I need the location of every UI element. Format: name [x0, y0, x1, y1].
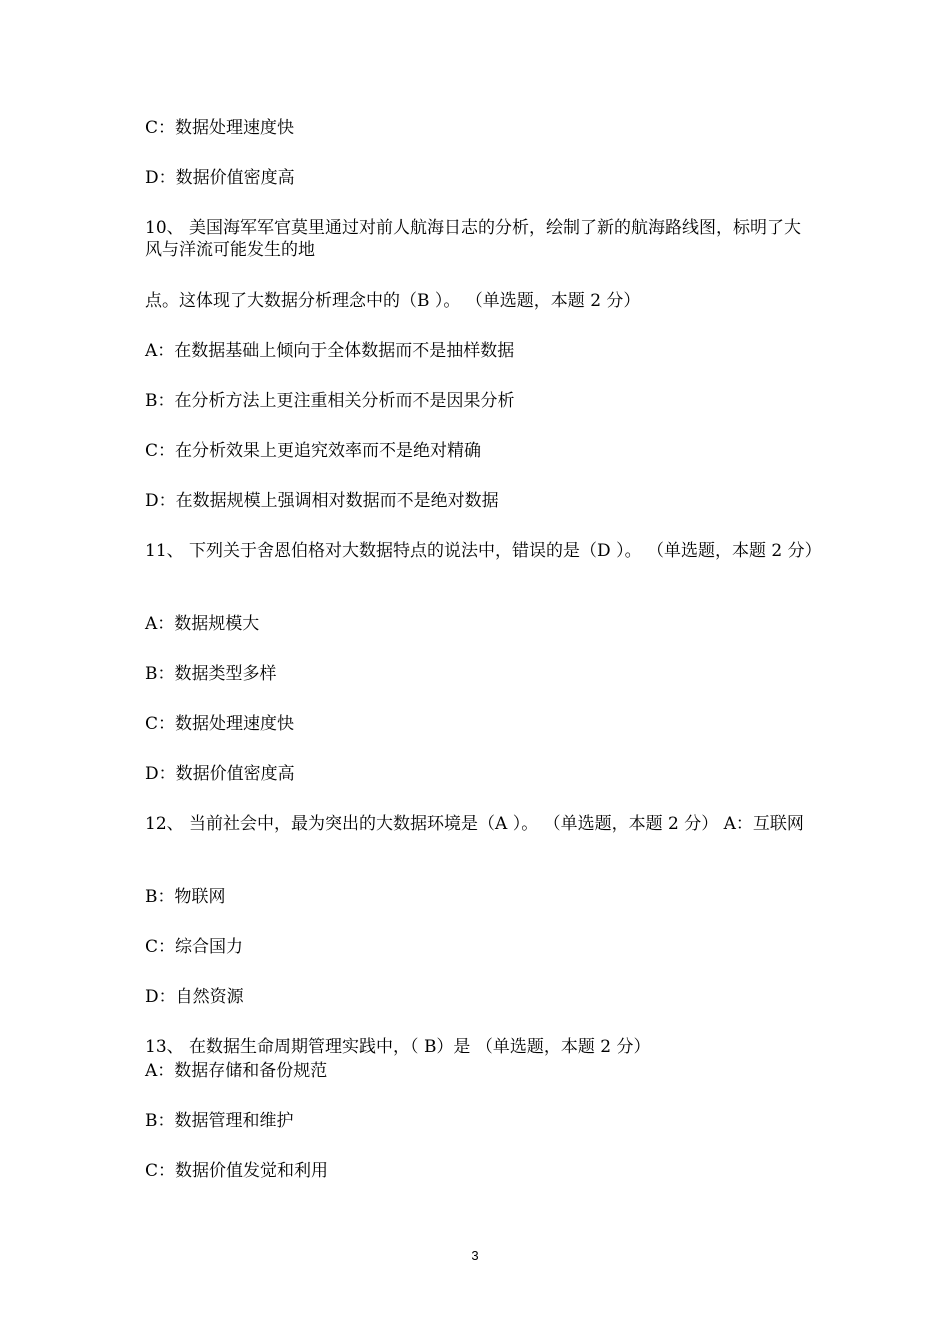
option-d-q9: D：数据价值密度高 [145, 168, 295, 188]
option-c-q10: C：在分析效果上更追究效率而不是绝对精确 [145, 441, 482, 461]
question-11-stem: 11、 下列关于舍恩伯格对大数据特点的说法中，错误的是（D ）。 （单选题，本题 2 分） [145, 541, 822, 561]
option-b-q13: B：数据管理和维护 [145, 1111, 294, 1131]
option-c-q13: C：数据价值发觉和利用 [145, 1161, 329, 1181]
question-12-stem: 12、 当前社会中，最为突出的大数据环境是（A ）。 （单选题，本题 2 分） A：互联网 [145, 814, 804, 834]
question-10-stem: 10、 美国海军军官莫里通过对前人航海日志的分析，绘制了新的航海路线图，标明了大风与洋流可能发生的地 [145, 218, 802, 260]
option-c-q12: C：综合国力 [145, 937, 244, 957]
option-d-q11: D：数据价值密度高 [145, 764, 295, 784]
option-a-q10: A：在数据基础上倾向于全体数据而不是抽样数据 [145, 341, 515, 361]
question-13-stem: 13、 在数据生命周期管理实践中，（ B）是 （单选题，本题 2 分） [145, 1037, 651, 1057]
option-b-q10: B：在分析方法上更注重相关分析而不是因果分析 [145, 391, 515, 411]
option-a-q13: A：数据存储和备份规范 [145, 1061, 328, 1081]
option-d-q12: D：自然资源 [145, 987, 244, 1007]
option-b-q12: B：物联网 [145, 887, 226, 907]
page-number: 3 [471, 1248, 479, 1263]
option-a-q11: A：数据规模大 [145, 614, 260, 634]
option-d-q10: D：在数据规模上强调相对数据而不是绝对数据 [145, 491, 499, 511]
question-10-continuation: 点。这体现了大数据分析理念中的（B ）。 （单选题，本题 2 分） [145, 291, 641, 311]
option-b-q11: B：数据类型多样 [145, 664, 277, 684]
option-c-q9: C：数据处理速度快 [145, 118, 295, 138]
option-c-q11: C：数据处理速度快 [145, 714, 295, 734]
